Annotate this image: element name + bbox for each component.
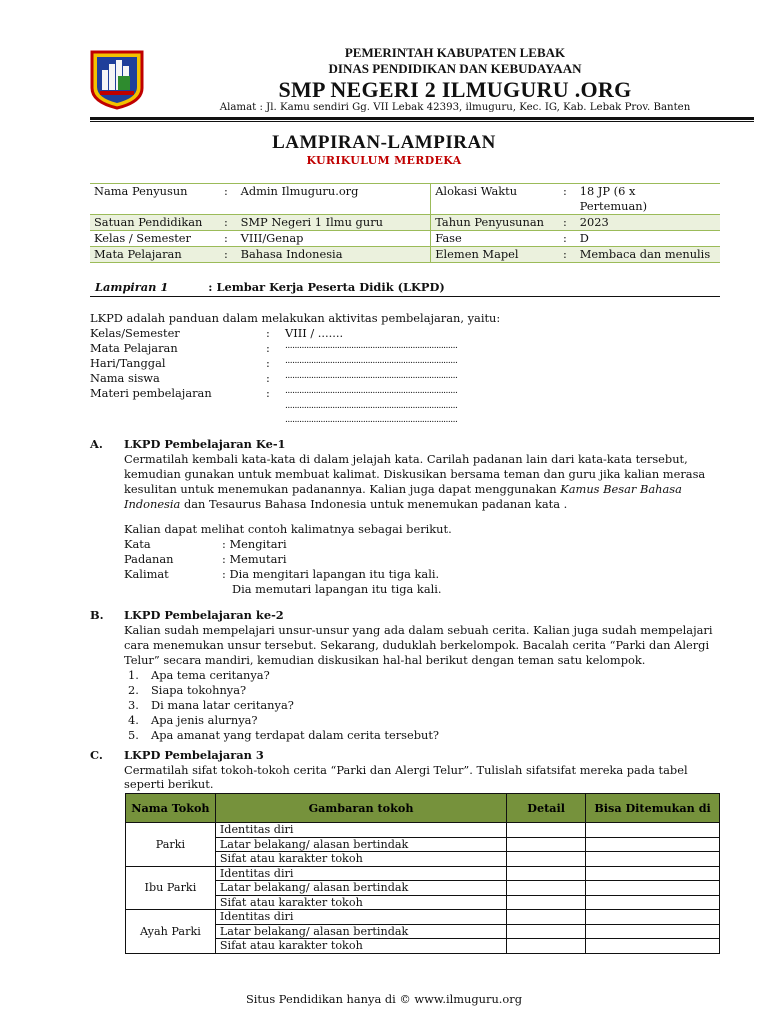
found-cell[interactable] bbox=[586, 939, 720, 954]
detail-cell[interactable] bbox=[507, 924, 586, 939]
example-label: Padanan bbox=[124, 552, 174, 566]
info-value-line: Pertemuan) bbox=[579, 199, 648, 213]
info-colon: : bbox=[223, 231, 228, 245]
table-row bbox=[126, 823, 720, 838]
info-value-line: 18 JP (6 x bbox=[579, 184, 636, 198]
section-a-text-part: dan Tesaurus Bahasa Indonesia untuk menemukan padanan kata . bbox=[180, 497, 568, 511]
info-value bbox=[576, 184, 720, 215]
character-table bbox=[125, 793, 720, 954]
table-row bbox=[126, 939, 720, 954]
info-label: Mata Pelajaran bbox=[90, 247, 215, 263]
field-label: Mata Pelajaran bbox=[90, 341, 178, 355]
info-value: D bbox=[579, 231, 589, 245]
field-value: ......................................................................... bbox=[285, 371, 458, 381]
section-a-text bbox=[124, 482, 682, 497]
table-row bbox=[126, 881, 720, 896]
table-header: Bisa Ditemukan di bbox=[586, 794, 720, 823]
field-label: Materi pembelajaran bbox=[90, 386, 212, 400]
example-value: : Memutari bbox=[222, 552, 287, 566]
aspect-cell: Identitas diri bbox=[215, 910, 506, 925]
info-label: Fase bbox=[431, 231, 555, 247]
list-item: Di mana latar ceritanya? bbox=[151, 698, 294, 712]
found-cell[interactable] bbox=[586, 823, 720, 838]
example-intro: Kalian dapat melihat contoh kalimatnya sebagai berikut. bbox=[124, 522, 452, 536]
info-value: Membaca dan menulis bbox=[576, 247, 720, 263]
info-colon: : bbox=[554, 247, 575, 263]
section-a-text-part: kesulitan untuk menemukan padanannya. Kalian juga dapat menggunakan bbox=[124, 482, 561, 496]
detail-cell[interactable] bbox=[507, 895, 586, 910]
section-a-heading: LKPD Pembelajaran Ke-1 bbox=[124, 437, 286, 451]
section-b-letter: B. bbox=[90, 608, 104, 622]
section-a-text-italic: Kamus Besar Bahasa bbox=[560, 482, 682, 496]
found-cell[interactable] bbox=[586, 866, 720, 881]
info-value: VIII/Genap bbox=[240, 231, 304, 245]
info-row bbox=[90, 215, 720, 231]
aspect-cell: Latar belakang/ alasan bertindak bbox=[215, 881, 506, 896]
header-line-1: PEMERINTAH KABUPATEN LEBAK bbox=[344, 45, 566, 60]
list-number: 3. bbox=[128, 698, 139, 712]
info-value: Admin Ilmuguru.org bbox=[240, 184, 359, 198]
example-label: Kata bbox=[124, 537, 151, 551]
found-cell[interactable] bbox=[586, 895, 720, 910]
school-logo bbox=[88, 48, 146, 110]
detail-cell[interactable] bbox=[507, 881, 586, 896]
table-header: Nama Tokoh bbox=[126, 794, 216, 823]
list-number: 5. bbox=[128, 728, 139, 742]
section-c-heading: LKPD Pembelajaran 3 bbox=[124, 748, 264, 762]
field-label: Hari/Tanggal bbox=[90, 356, 166, 370]
info-table bbox=[90, 183, 720, 263]
info-row bbox=[90, 247, 720, 263]
example-value: Dia memutari lapangan itu tiga kali. bbox=[232, 582, 442, 596]
section-b-heading: LKPD Pembelajaran ke-2 bbox=[124, 608, 284, 622]
example-label: Kalimat bbox=[124, 567, 169, 581]
section-a-text bbox=[124, 497, 567, 512]
info-label: Alokasi Waktu bbox=[431, 184, 555, 215]
lampiran-text: : Lembar Kerja Peserta Didik (LKPD) bbox=[208, 280, 445, 294]
list-item: Siapa tokohnya? bbox=[151, 683, 247, 697]
field-value-extra: ......................................................................... bbox=[285, 401, 458, 411]
info-value: 2023 bbox=[576, 215, 720, 231]
detail-cell[interactable] bbox=[507, 837, 586, 852]
section-b-text: Telur” secara mandiri, kemudian diskusikan hal-hal berikut dengan teman satu kelompok. bbox=[124, 653, 646, 667]
table-row bbox=[126, 910, 720, 925]
example-value: : Dia mengitari lapangan itu tiga kali. bbox=[222, 567, 440, 581]
info-label: Tahun Penyusunan bbox=[431, 215, 555, 231]
section-a-text: kemudian gunakan untuk membuat kalimat. Diskusikan bersama teman dan guru jika kalian merasa bbox=[124, 467, 706, 481]
detail-cell[interactable] bbox=[507, 823, 586, 838]
field-colon: : bbox=[266, 386, 270, 400]
section-c-text: seperti berikut. bbox=[124, 777, 214, 791]
info-colon: : bbox=[563, 231, 567, 245]
found-cell[interactable] bbox=[586, 910, 720, 925]
detail-cell[interactable] bbox=[507, 910, 586, 925]
table-header-row bbox=[126, 794, 720, 823]
character-name: Parki bbox=[126, 823, 216, 867]
section-c-letter: C. bbox=[90, 748, 103, 762]
field-value: ......................................................................... bbox=[285, 356, 458, 366]
section-a-text: Cermatilah kembali kata-kata di dalam jelajah kata. Carilah padanan lain dari kata-kata tersebut, bbox=[124, 452, 688, 466]
aspect-cell: Sifat atau karakter tokoh bbox=[215, 939, 506, 954]
table-header: Detail bbox=[507, 794, 586, 823]
table-header: Gambaran tokoh bbox=[215, 794, 506, 823]
detail-cell[interactable] bbox=[507, 866, 586, 881]
aspect-cell: Latar belakang/ alasan bertindak bbox=[215, 837, 506, 852]
school-address: Alamat : Jl. Kamu sendiri Gg. VII Lebak 42393, ilmuguru, Kec. IG, Kab. Lebak Prov. Banten bbox=[219, 102, 691, 113]
info-colon: : bbox=[554, 215, 575, 231]
page-title: LAMPIRAN-LAMPIRAN bbox=[272, 132, 496, 153]
table-row bbox=[126, 837, 720, 852]
info-row bbox=[90, 184, 720, 215]
list-item: Apa amanat yang terdapat dalam cerita tersebut? bbox=[151, 728, 440, 742]
character-name: Ayah Parki bbox=[126, 910, 216, 954]
example-value: : Mengitari bbox=[222, 537, 287, 551]
info-label: Kelas / Semester bbox=[94, 231, 191, 245]
aspect-cell: Identitas diri bbox=[215, 866, 506, 881]
found-cell[interactable] bbox=[586, 837, 720, 852]
field-value: VIII / ....... bbox=[285, 326, 344, 340]
list-number: 2. bbox=[128, 683, 139, 697]
list-number: 1. bbox=[128, 668, 139, 682]
lampiran-heading bbox=[90, 280, 720, 297]
school-name: SMP NEGERI 2 ILMUGURU .ORG bbox=[278, 77, 632, 102]
aspect-cell: Identitas diri bbox=[215, 823, 506, 838]
info-label: Elemen Mapel bbox=[431, 247, 555, 263]
field-colon: : bbox=[266, 371, 270, 385]
aspect-cell: Sifat atau karakter tokoh bbox=[215, 895, 506, 910]
header-line-2: DINAS PENDIDIKAN DAN KEBUDAYAAN bbox=[328, 61, 582, 76]
section-a-letter: A. bbox=[90, 437, 103, 451]
info-label: Satuan Pendidikan bbox=[90, 215, 215, 231]
table-row bbox=[126, 924, 720, 939]
lampiran-label: Lampiran 1 bbox=[95, 280, 169, 294]
header-rule-thin bbox=[90, 121, 754, 122]
intro-text: LKPD adalah panduan dalam melakukan aktivitas pembelajaran, yaitu: bbox=[90, 311, 501, 325]
page-subtitle: KURIKULUM MERDEKA bbox=[306, 154, 462, 167]
section-a-text-italic: Indonesia bbox=[124, 497, 181, 511]
info-colon: : bbox=[563, 184, 567, 198]
table-row bbox=[126, 895, 720, 910]
info-row bbox=[90, 231, 720, 247]
found-cell[interactable] bbox=[586, 924, 720, 939]
section-b-text: Kalian sudah mempelajari unsur-unsur yang ada dalam sebuah cerita. Kalian juga sudah mempelajari bbox=[124, 623, 713, 637]
info-label: Nama Penyusun bbox=[94, 184, 188, 198]
page-footer: Situs Pendidikan hanya di © www.ilmuguru.org bbox=[245, 992, 522, 1006]
section-b-text: cara menemukan unsur tersebut. Sekarang, duduklah berkelompok. Bacalah cerita “Parki dan Alergi bbox=[124, 638, 710, 652]
aspect-cell: Sifat atau karakter tokoh bbox=[215, 852, 506, 867]
found-cell[interactable] bbox=[586, 852, 720, 867]
list-item: Apa tema ceritanya? bbox=[151, 668, 270, 682]
table-row bbox=[126, 866, 720, 881]
list-item: Apa jenis alurnya? bbox=[151, 713, 258, 727]
section-c-text: Cermatilah sifat tokoh-tokoh cerita “Parki dan Alergi Telur”. Tulislah sifatsifat mereka pada tabel bbox=[124, 763, 688, 777]
list-number: 4. bbox=[128, 713, 139, 727]
table-row bbox=[126, 852, 720, 867]
info-colon: : bbox=[215, 247, 236, 263]
field-label: Kelas/Semester bbox=[90, 326, 180, 340]
field-colon: : bbox=[266, 326, 270, 340]
found-cell[interactable] bbox=[586, 881, 720, 896]
field-value-extra: ......................................................................... bbox=[285, 415, 458, 425]
header-rule-thick bbox=[90, 117, 754, 120]
detail-cell[interactable] bbox=[507, 852, 586, 867]
info-colon: : bbox=[215, 215, 236, 231]
info-value: Bahasa Indonesia bbox=[237, 247, 431, 263]
aspect-cell: Latar belakang/ alasan bertindak bbox=[215, 924, 506, 939]
field-label: Nama siswa bbox=[90, 371, 160, 385]
field-colon: : bbox=[266, 356, 270, 370]
field-value: ......................................................................... bbox=[285, 386, 458, 396]
detail-cell[interactable] bbox=[507, 939, 586, 954]
info-colon: : bbox=[223, 184, 228, 198]
info-value: SMP Negeri 1 Ilmu guru bbox=[237, 215, 431, 231]
field-value: ......................................................................... bbox=[285, 341, 458, 351]
field-colon: : bbox=[266, 341, 270, 355]
character-name: Ibu Parki bbox=[126, 866, 216, 910]
